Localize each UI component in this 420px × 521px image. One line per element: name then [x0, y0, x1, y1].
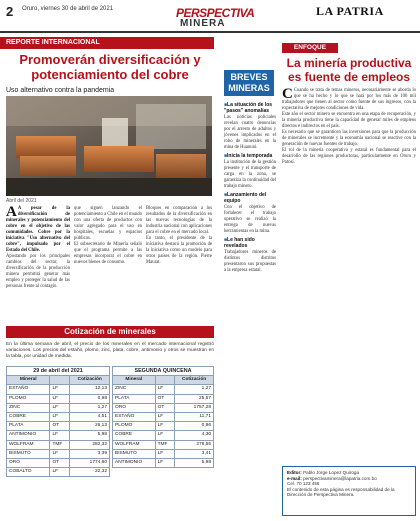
article-column-3 — [146, 206, 212, 266]
header-rule — [0, 31, 420, 33]
unit-cell: LF — [50, 449, 70, 458]
table-row — [7, 458, 110, 467]
price-cell: 1774,60 — [70, 458, 110, 467]
price-cell: 0,96 — [175, 422, 214, 431]
editor-info-box — [282, 466, 416, 516]
table-row — [113, 412, 214, 421]
section-tag-enfoque: ENFOQUE — [282, 43, 338, 53]
body-paragraph: El subsecretario de Minería señaló que el programa permite a las empresas incorporar el cobre en nuevos bienes de consumo. — [74, 242, 142, 265]
mineral-name: PLOMO — [7, 394, 50, 403]
photo-caption: Abril del 2021 — [6, 198, 37, 204]
cotizacion-title: Cotización de minerales — [6, 326, 214, 338]
body-paragraph: En tanto, el presidente de la iniciativa destacó la promoción de la iniciativa como un modelo para otros países de la región. Pierre Maurat. — [146, 236, 212, 265]
table-row — [113, 431, 214, 440]
table-body — [113, 385, 214, 468]
unit-cell: LF — [50, 394, 70, 403]
breve-text: Trabajadores mineros de distintos distritos presentaron sus propuestas a la empresa estatal. — [224, 250, 276, 273]
table-row — [7, 449, 110, 458]
column-header — [155, 376, 175, 385]
copper-production-photo — [6, 96, 212, 196]
unit-cell: OT — [50, 458, 70, 467]
drop-cap: A — [6, 204, 17, 220]
editor-email: e-mail: perspectivaminera@lapatria.com.bo — [287, 475, 377, 481]
mineral-name: PLOMO — [113, 422, 156, 431]
price-cell: 5,98 — [70, 431, 110, 440]
mineral-name: ORO — [7, 458, 50, 467]
unit-cell: OT — [155, 403, 175, 412]
editorial-paragraph: El rol de la minería cooperativa y estatal es fundamental para el desarrollo de las regiones productoras, particularmente en Oruro y Potosí. — [282, 148, 416, 165]
body-paragraph: que siguen lanzando el potenciamiento a Chile en el mundo con una oferta de productos con valor agregado para el uso en hospitales, escuelas y espacios públicos. — [74, 206, 142, 241]
unit-cell: LF — [155, 449, 175, 458]
cotizacion-table-daily — [6, 366, 110, 477]
price-cell: 1757,28 — [175, 403, 214, 412]
table-row — [113, 403, 214, 412]
editor-note: El contenido de esta página es responsabilidad de la Dirección de Perspectiva Minera. — [287, 486, 395, 498]
price-cell: 1,27 — [175, 385, 214, 394]
table-body — [7, 385, 110, 477]
unit-cell: TMF — [155, 440, 175, 449]
price-cell: 5,98 — [175, 458, 214, 467]
mineral-name: COBALTO — [7, 468, 50, 477]
table-row — [113, 440, 214, 449]
mineral-name: ESTAÑO — [7, 385, 50, 394]
cotizacion-table-quincena — [112, 366, 214, 468]
table-row — [7, 394, 110, 403]
logo-line-2: MINERA — [180, 18, 226, 29]
editor-line: Editor: Pablo Jorge Lopez Quiroga — [287, 470, 360, 475]
table-row — [113, 449, 214, 458]
column-header: Mineral — [113, 376, 156, 385]
price-cell: 4,30 — [175, 431, 214, 440]
table-row — [113, 385, 214, 394]
unit-cell: LF — [50, 385, 70, 394]
table-row — [113, 394, 214, 403]
table-row — [113, 458, 214, 467]
mineral-name: COBRE — [7, 412, 50, 421]
editorial-body — [282, 88, 416, 166]
unit-cell: OT — [50, 422, 70, 431]
breve-title: ■ La situación de los "pasos" anomalías — [224, 102, 276, 114]
breves-column — [224, 100, 276, 274]
mineral-name: PLATA — [7, 422, 50, 431]
mineral-name: ZINC — [113, 385, 156, 394]
price-cell: 26,13 — [70, 422, 110, 431]
column-header: Cotización — [70, 376, 110, 385]
table-heading: SEGUNDA QUINCENA — [113, 367, 214, 376]
lead-paragraph: A A pesar de la diversificación de minerales y potenciamiento del cobre en el objetivo de las comunidades. Cobre por la iniciativa "Uso alternativo del cobre", impulsado por el Estado del Chile. — [6, 204, 70, 253]
table-row — [7, 412, 110, 421]
price-cell: 0,98 — [70, 394, 110, 403]
table-heading: 29 de abril del 2021 — [7, 367, 110, 376]
unit-cell: LF — [50, 431, 70, 440]
price-cell: 3,41 — [175, 449, 214, 458]
table-row — [7, 440, 110, 449]
mineral-name: ZINC — [7, 403, 50, 412]
unit-cell: OT — [155, 394, 175, 403]
unit-cell: LF — [155, 431, 175, 440]
table-row — [7, 385, 110, 394]
unit-cell: TMF — [50, 440, 70, 449]
editorial-headline: La minería productiva es fuente de empleos — [286, 56, 412, 84]
column-header: Mineral — [7, 376, 50, 385]
breve-title: ■ Lanzamiento del equipo — [224, 192, 276, 204]
price-cell: 1,27 — [70, 403, 110, 412]
editor-phone: Cel. 70 123 456 — [287, 481, 320, 487]
table-row — [113, 422, 214, 431]
dateline: Oruro, viernes 30 de abril de 2021 — [22, 6, 114, 12]
price-cell: 25,57 — [175, 394, 214, 403]
price-cell: 11,71 — [175, 412, 214, 421]
mineral-name: PLATA — [113, 394, 156, 403]
body-paragraph: Apostando por los principales cambios del sector, la diversificación de la producción minera permitirá generar más empleo y proteger la salud de las personas frente al contagio. — [6, 254, 70, 289]
mineral-name: WOLFRAM — [113, 440, 156, 449]
mineral-name: BISMUTO — [113, 449, 156, 458]
price-cell: 12,13 — [70, 385, 110, 394]
drop-cap: C — [282, 86, 293, 102]
price-cell: 282,32 — [70, 440, 110, 449]
price-cell: 22,32 — [70, 468, 110, 477]
price-cell: 3,39 — [70, 449, 110, 458]
unit-cell: LF — [155, 458, 175, 467]
price-cell: 4,51 — [70, 412, 110, 421]
editorial-paragraph: Es necesario que se garanticen las inversiones para que la producción de minerales se incremente y la economía nacional se reactive con la generación de nuevas fuentes de trabajo. — [282, 130, 416, 147]
article-headline: Promoverán diversificación y potenciamiento del cobre — [19, 52, 201, 82]
mineral-name: ANTIMONIO — [7, 431, 50, 440]
editorial-paragraph: C Cuando se trata de temas mineros, necesariamente se aborda lo que se ha hecho y lo que se hará por los más de 100 mil trabajadores que tienen al sector como fuente de sus ingresos, con la expectativa de mejores condiciones de vida. — [282, 86, 416, 111]
breve-title: ■ Le han sido revelados — [224, 237, 276, 249]
mineral-name: ORO — [113, 403, 156, 412]
mineral-name: ESTAÑO — [113, 412, 156, 421]
breve-text: Con el objetivo de fortalecer el trabajo operativo se realizó la entrega de nuevas herramientas en la mina. — [224, 205, 276, 234]
unit-cell: LF — [50, 412, 70, 421]
cotizacion-text: En la última semana de abril, el precio de los minerales en el mercado internacional registró variaciones. Los precios del estaño, plomo, zinc, plata, cobre, antimonio y otros se muestran en la tabla, por unidad de medida. — [6, 342, 214, 359]
unit-cell: LF — [155, 385, 175, 394]
mineral-name: COBRE — [113, 431, 156, 440]
unit-cell: LF — [50, 468, 70, 477]
mineral-name: BISMUTO — [7, 449, 50, 458]
article-subhead: Uso alternativo contra la pandemia — [6, 87, 115, 94]
unit-cell: LF — [155, 412, 175, 421]
table-row — [7, 468, 110, 477]
body-paragraph: Bloques en comparación a los resultados de la diversificación en las nuevas tecnologías de la industria nacional con aplicaciones para el cobre en el mercado local. — [146, 206, 212, 235]
cotizacion-intro — [6, 342, 214, 360]
unit-cell: LF — [155, 422, 175, 431]
editorial-paragraph: Este año el sector minero se encuentra en una etapa de recuperación, y la minería productiva tiene la capacidad de generar miles de empleos directos e indirectos en el país. — [282, 112, 416, 129]
table-row — [7, 403, 110, 412]
page-number: 2 — [6, 4, 14, 19]
masthead: LA PATRIA — [316, 4, 384, 18]
price-cell: 278,55 — [175, 440, 214, 449]
breve-text: La institución de la gestión presente y el transporte de carga en la zona, se garantiza la continuidad del trabajo minero. — [224, 160, 276, 189]
table-row — [7, 431, 110, 440]
mineral-name: ANTIMONIO — [113, 458, 156, 467]
unit-cell: LF — [50, 403, 70, 412]
article-photo — [6, 96, 212, 196]
column-header — [50, 376, 70, 385]
logo-line-1: PERSPECTIVA — [176, 6, 255, 20]
table-row — [7, 422, 110, 431]
section-tag-reporte: REPORTE INTERNACIONAL — [0, 37, 214, 49]
mineral-name: WOLFRAM — [7, 440, 50, 449]
breves-mineras-box: BREVES MINERAS — [224, 70, 274, 96]
article-column-1 — [6, 206, 70, 290]
article-column-2 — [74, 206, 142, 266]
column-header: Cotización — [175, 376, 214, 385]
breve-title: ■ Inicia la temporada — [224, 153, 276, 159]
breve-text: Las noticias policiales revelan cuatro denuncias por el arresto de adultos y jóvenes implicados en el robo de minerales en la mina de Huanuni. — [224, 115, 276, 150]
perspectiva-minera-logo — [176, 0, 255, 30]
